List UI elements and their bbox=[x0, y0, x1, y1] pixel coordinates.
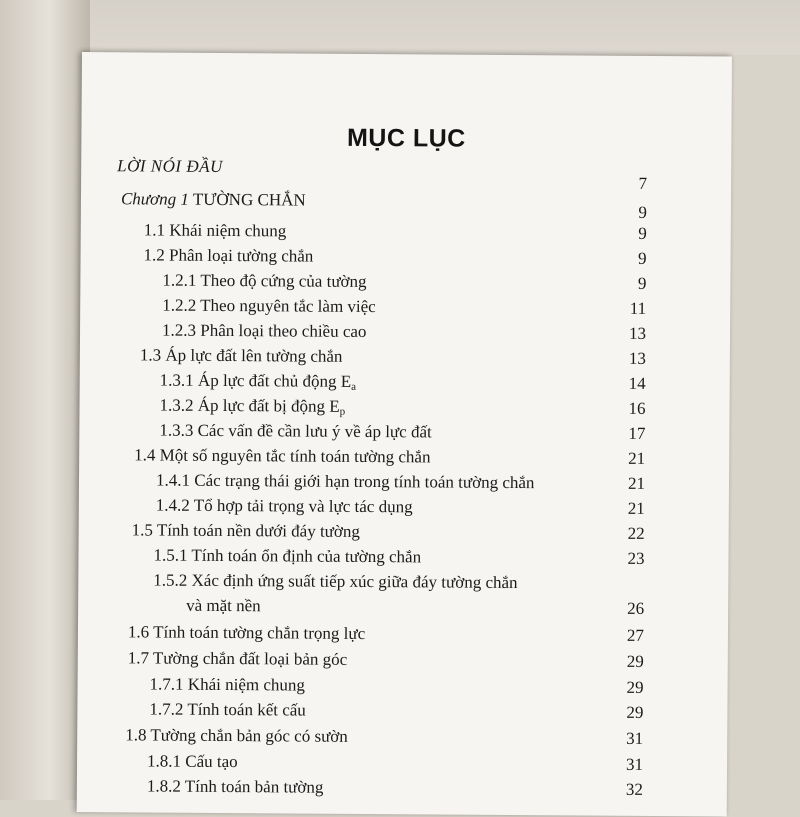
toc-label: 1.2.3 Phân loại theo chiều cao bbox=[161, 320, 367, 341]
toc-label: 1.7.1 Khái niệm chung bbox=[149, 674, 305, 695]
toc-row bbox=[78, 622, 728, 651]
toc-page-number: 9 bbox=[638, 202, 647, 222]
toc-page-number: 11 bbox=[629, 298, 647, 318]
toc-row bbox=[79, 470, 729, 499]
toc-row bbox=[80, 295, 730, 324]
toc-page-number: 23 bbox=[627, 548, 645, 568]
toc-page-number: 9 bbox=[638, 223, 647, 243]
toc-page-number: 22 bbox=[627, 523, 645, 543]
subscript: a bbox=[351, 380, 357, 393]
toc-label bbox=[121, 189, 306, 210]
toc-label: 1.3.3 Các vấn đề cần lưu ý về áp lực đất bbox=[159, 420, 432, 442]
toc-page-number: 31 bbox=[626, 728, 644, 748]
toc-label: 1.7 Tường chắn đất loại bản góc bbox=[127, 648, 348, 669]
toc-page-number: 29 bbox=[626, 702, 644, 722]
toc-label: 1.1 Khái niệm chung bbox=[143, 220, 287, 241]
previous-page-edge bbox=[0, 0, 90, 800]
toc-label: 1.4.2 Tổ hợp tải trọng và lực tác dụng bbox=[155, 495, 413, 517]
toc-label: 1.8 Tường chắn bản góc có sườn bbox=[125, 725, 348, 746]
toc-row bbox=[80, 270, 730, 299]
toc-row-chapter bbox=[81, 189, 731, 222]
toc-label: và mặt nền bbox=[186, 595, 261, 616]
toc-row bbox=[79, 420, 729, 449]
toc-page-number: 31 bbox=[625, 754, 644, 774]
toc-row bbox=[79, 445, 729, 474]
toc-page-number: 17 bbox=[628, 423, 646, 443]
toc-page-number: 7 bbox=[638, 173, 648, 193]
toc-label: 1.4.1 Các trạng thái giới hạn trong tính toán tường chắn bbox=[155, 470, 535, 493]
toc-row bbox=[78, 595, 728, 624]
subscript: p bbox=[339, 405, 346, 418]
toc-page-number: 14 bbox=[628, 373, 646, 393]
toc-label: 1.3.1 Áp lực đất chủ động $E_a$ bbox=[159, 370, 357, 393]
toc-page-number: 32 bbox=[625, 779, 643, 799]
toc-row bbox=[80, 320, 730, 349]
toc-row bbox=[78, 648, 728, 677]
toc-label: 1.8.1 Cấu tạo bbox=[146, 751, 238, 772]
toc-label: 1.5 Tính toán nền dưới đáy tường bbox=[131, 520, 360, 541]
toc-page-number: 27 bbox=[626, 625, 645, 645]
toc-label: 1.5.1 Tính toán ổn định của tường chắn bbox=[153, 545, 422, 567]
toc-page-number: 29 bbox=[626, 651, 644, 671]
toc-label: 1.6 Tính toán tường chắn trọng lực bbox=[127, 622, 366, 643]
toc-label: 1.2.1 Theo độ cứng của tường bbox=[162, 270, 367, 291]
toc-label: 1.4 Một số nguyên tắc tính toán tường chắn bbox=[134, 445, 431, 467]
chapter-prefix: Chương 1 bbox=[120, 189, 189, 209]
toc-row bbox=[80, 245, 730, 274]
background-top bbox=[0, 0, 800, 55]
toc-page-number: 13 bbox=[628, 323, 647, 343]
toc-row bbox=[78, 545, 728, 574]
toc-row bbox=[77, 751, 727, 780]
toc-page-number: 9 bbox=[637, 273, 647, 293]
toc-page-number: 21 bbox=[627, 498, 645, 518]
chapter-title: TƯỜNG CHẮN bbox=[192, 189, 306, 210]
toc-row bbox=[79, 520, 729, 549]
toc-page-number: 13 bbox=[628, 348, 646, 368]
toc-label: 1.5.2 Xác định ứng suất tiếp xúc giữa đáy tường chắn bbox=[153, 570, 518, 593]
toc-label: 1.2 Phân loại tường chắn bbox=[143, 245, 314, 266]
toc-row bbox=[77, 674, 727, 703]
toc-page-number: 26 bbox=[627, 598, 645, 618]
toc-row bbox=[79, 395, 729, 424]
book-page bbox=[77, 52, 732, 817]
toc-row bbox=[80, 370, 730, 399]
toc-label: 1.3.2 Áp lực đất bị động $E_p$ bbox=[159, 395, 346, 418]
toc-row bbox=[77, 776, 727, 805]
toc-label: 1.2.2 Theo nguyên tắc làm việc bbox=[162, 295, 376, 317]
toc-row-foreword bbox=[81, 156, 731, 193]
toc-label: LỜI NÓI ĐẦU bbox=[117, 156, 223, 176]
toc-page-number: 21 bbox=[628, 448, 646, 468]
toc-label: 1.7.2 Tính toán kết cấu bbox=[149, 699, 306, 720]
toc-page-number: 9 bbox=[638, 248, 647, 268]
page-title: MỤC LỤC bbox=[346, 123, 466, 153]
toc-row bbox=[80, 345, 730, 374]
toc-row bbox=[77, 725, 727, 754]
toc-page-number: 21 bbox=[627, 473, 646, 493]
toc-page-number: 29 bbox=[626, 677, 644, 697]
toc-label: 1.8.2 Tính toán bản tường bbox=[146, 776, 324, 797]
toc-row bbox=[78, 570, 728, 599]
toc-page-number: 16 bbox=[628, 398, 646, 418]
toc-row bbox=[81, 220, 731, 249]
toc-row bbox=[79, 495, 729, 524]
toc-row bbox=[77, 699, 727, 728]
toc-label: 1.3 Áp lực đất lên tường chắn bbox=[139, 345, 343, 366]
